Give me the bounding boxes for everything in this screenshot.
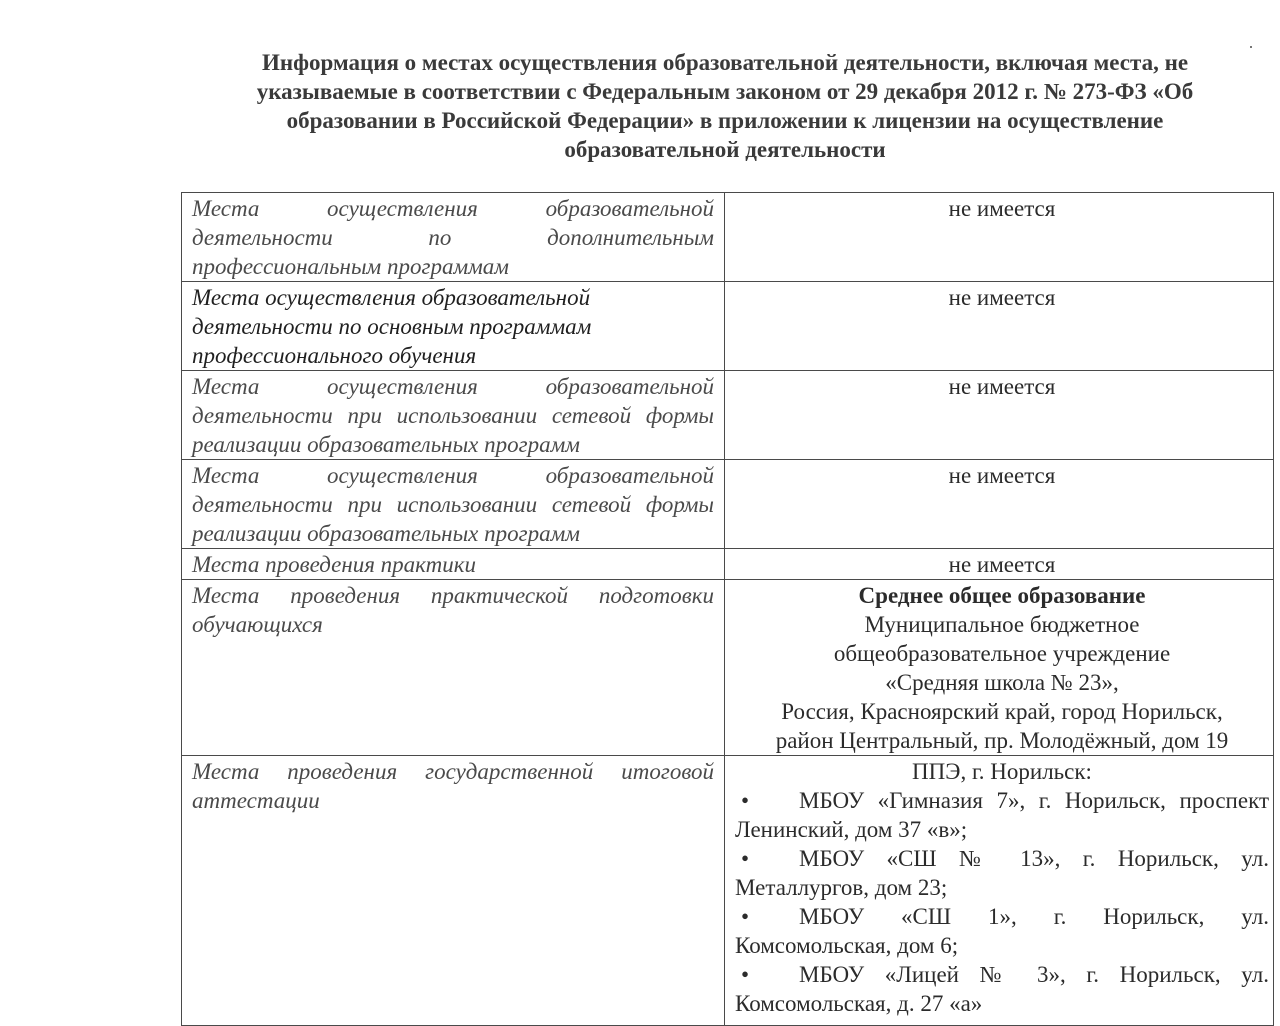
value-line: «Средняя школа № 23», xyxy=(885,670,1119,695)
row-value: не имеется xyxy=(725,460,1274,549)
bullet-icon: • xyxy=(741,962,750,987)
list-item-text: МБОУ «Лицей № 3», г. Норильск, ул. Комсомольская, д. 27 «а» xyxy=(735,962,1269,1016)
title-line-4: образовательной деятельности xyxy=(564,137,886,162)
table-row xyxy=(182,460,1274,549)
list-item-text: МБОУ «СШ 1», г. Норильск, ул. Комсомольская, дом 6; xyxy=(735,904,1269,958)
value-line: район Центральный, пр. Молодёжный, дом 19 xyxy=(775,728,1229,753)
row-label: Места осуществления образовательной деятельности при использовании сетевой формы реализации образовательных программ xyxy=(182,371,725,460)
list-item xyxy=(735,786,1269,844)
bullet-icon: • xyxy=(741,846,750,871)
row-value: не имеется xyxy=(725,193,1274,282)
bullet-icon: • xyxy=(741,904,750,929)
title-line-1: Информация о местах осуществления образовательной деятельности, включая места, не xyxy=(261,50,1189,75)
list-item-text: МБОУ «Гимназия 7», г. Норильск, проспект Ленинский, дом 37 «в»; xyxy=(735,788,1269,842)
bullet-icon: • xyxy=(741,788,750,813)
title-line-3: образовании в Российской Федерации» в приложении к лицензии на осуществление xyxy=(286,108,1164,133)
list-item xyxy=(735,844,1269,902)
exam-sites-list xyxy=(735,786,1269,1018)
table-row xyxy=(182,756,1274,1026)
row-label: Места проведения практики xyxy=(182,549,725,580)
row-label: Места проведения практической подготовки обучающихся xyxy=(182,580,725,756)
value-line: Муниципальное бюджетное xyxy=(864,612,1140,637)
education-level-heading: Среднее общее образование xyxy=(858,583,1146,608)
list-item xyxy=(735,960,1269,1018)
table-row xyxy=(182,282,1274,371)
value-line: Россия, Красноярский край, город Норильск, xyxy=(781,699,1223,724)
table-row xyxy=(182,549,1274,580)
page-title xyxy=(170,48,1280,164)
table-row xyxy=(182,580,1274,756)
table-row xyxy=(182,193,1274,282)
exam-point-heading: ППЭ, г. Норильск: xyxy=(912,759,1092,784)
value-line: общеобразовательное учреждение xyxy=(833,641,1171,666)
row-value-block xyxy=(725,756,1274,1026)
title-line-2: указываемые в соответствии с Федеральным законом от 29 декабря 2012 г. № 273-ФЗ «Об xyxy=(256,79,1194,104)
row-label: Места осуществления образовательной деятельности по дополнительным профессиональным программам xyxy=(182,193,725,282)
places-table xyxy=(181,192,1274,1026)
row-value: не имеется xyxy=(725,549,1274,580)
row-label: Места осуществления образовательной деятельности при использовании сетевой формы реализации образовательных программ xyxy=(182,460,725,549)
list-item xyxy=(735,902,1269,960)
row-label: Места проведения государственной итоговой аттестации xyxy=(182,756,725,1026)
row-value: не имеется xyxy=(725,282,1274,371)
table-row xyxy=(182,371,1274,460)
row-value: не имеется xyxy=(725,371,1274,460)
row-value-block xyxy=(725,580,1274,756)
row-label: Места осуществления образовательной деятельности по основным программам профессионального обучения xyxy=(182,282,725,371)
list-item-text: МБОУ «СШ № 13», г. Норильск, ул. Металлургов, дом 23; xyxy=(735,846,1269,900)
